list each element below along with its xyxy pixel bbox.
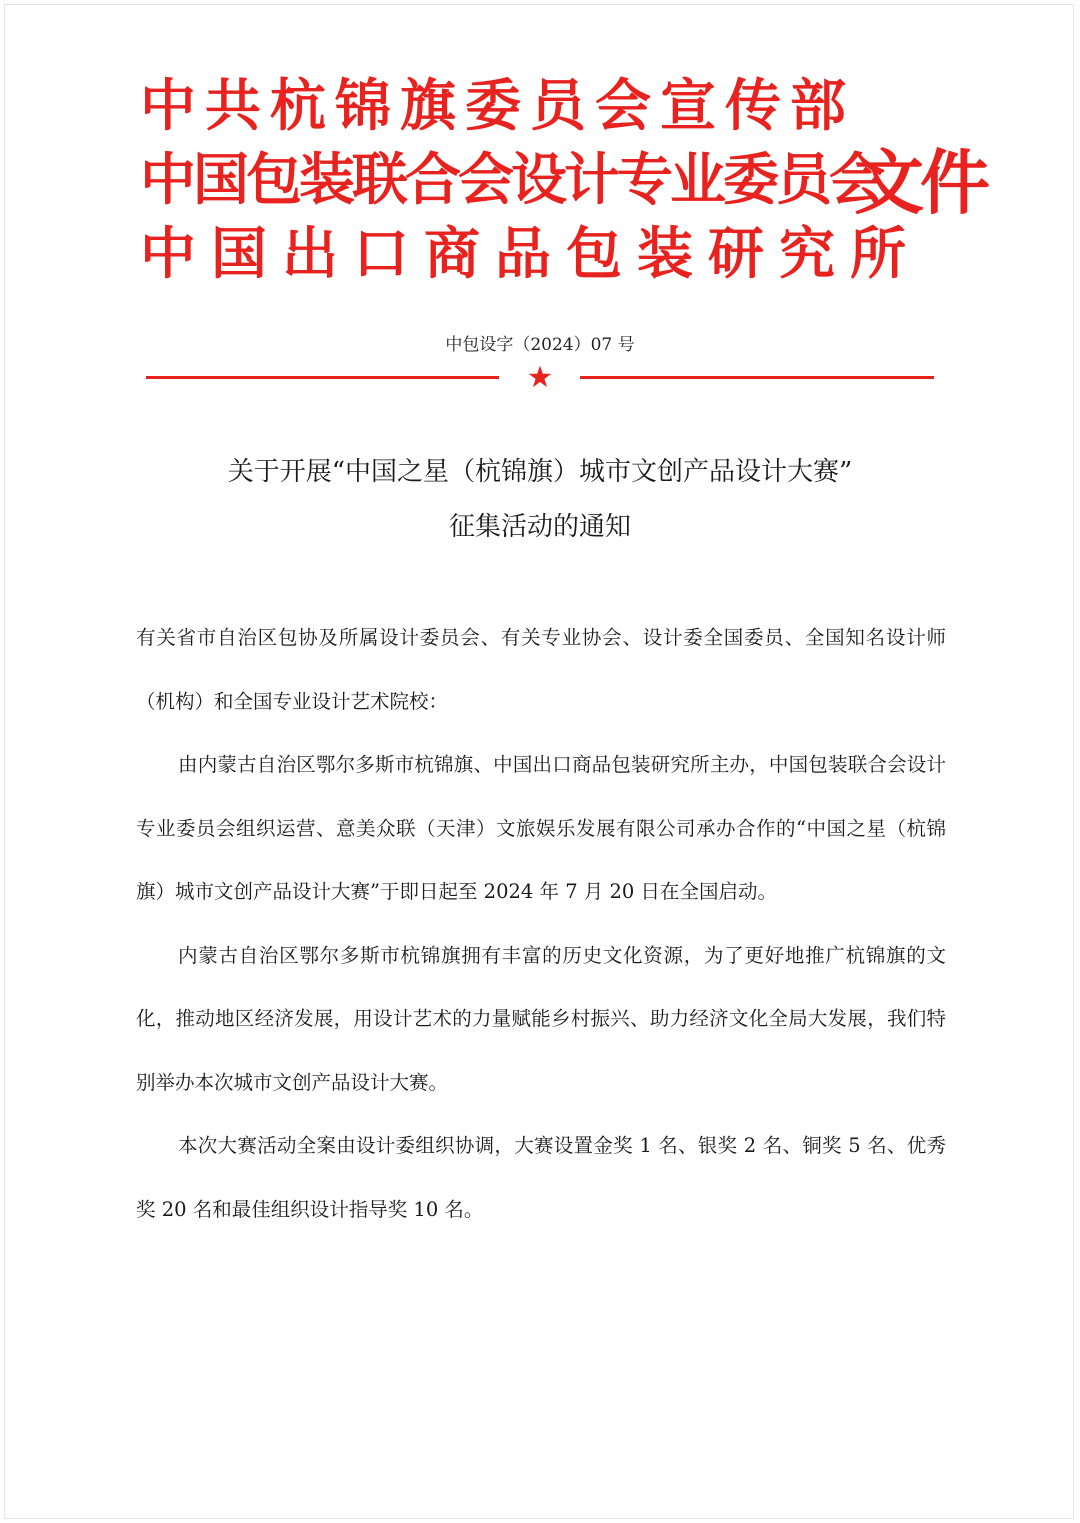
letterhead-org-1: 中共杭锦旗委员会宣传部 [140, 74, 855, 139]
body-paragraph-1: 由内蒙古自治区鄂尔多斯市杭锦旗、中国出口商品包装研究所主办，中国包装联合会设计专业委员会组织运营、意美众联（天津）文旅娱乐发展有限公司承办合作的“中国之星（杭锦旗）城市文创产品设计大赛”于即日起至 2024 年 7 月 20 日在全国启动。 [136, 753, 946, 903]
body-paragraph-2: 内蒙古自治区鄂尔多斯市杭锦旗拥有丰富的历史文化资源，为了更好地推广杭锦旗的文化，推动地区经济发展，用设计艺术的力量赋能乡村振兴、助力经济文化全局大发展，我们特别举办本次城市文创产品设计大赛。 [136, 943, 946, 1094]
red-star-icon [527, 364, 553, 390]
letterhead-org-3: 中国出口商品包装研究所 [140, 222, 921, 287]
letterhead-suffix: 文件 [854, 142, 986, 224]
body-paragraph-3: 本次大赛活动全案由设计委组织协调，大赛设置金奖 1 名、银奖 2 名、铜奖 5 名、优秀奖 20 名和最佳组织设计指导奖 10 名。 [136, 1134, 946, 1221]
letterhead [140, 70, 986, 290]
letterhead-org-2: 中国包装联合会设计专业委员会 [140, 148, 882, 213]
red-divider-left [146, 376, 499, 379]
document-title-line-1: 关于开展“中国之星（杭锦旗）城市文创产品设计大赛” [227, 457, 853, 487]
document-body [136, 606, 946, 1241]
document-number: 中包设字（2024）07 号 [445, 335, 635, 355]
document-title-line-2: 征集活动的通知 [448, 512, 631, 542]
salutation: 有关省市自治区包协及所属设计委员会、有关专业协会、设计委全国委员、全国知名设计师（机构）和全国专业设计艺术院校： [136, 626, 946, 713]
red-divider-right [580, 376, 934, 379]
